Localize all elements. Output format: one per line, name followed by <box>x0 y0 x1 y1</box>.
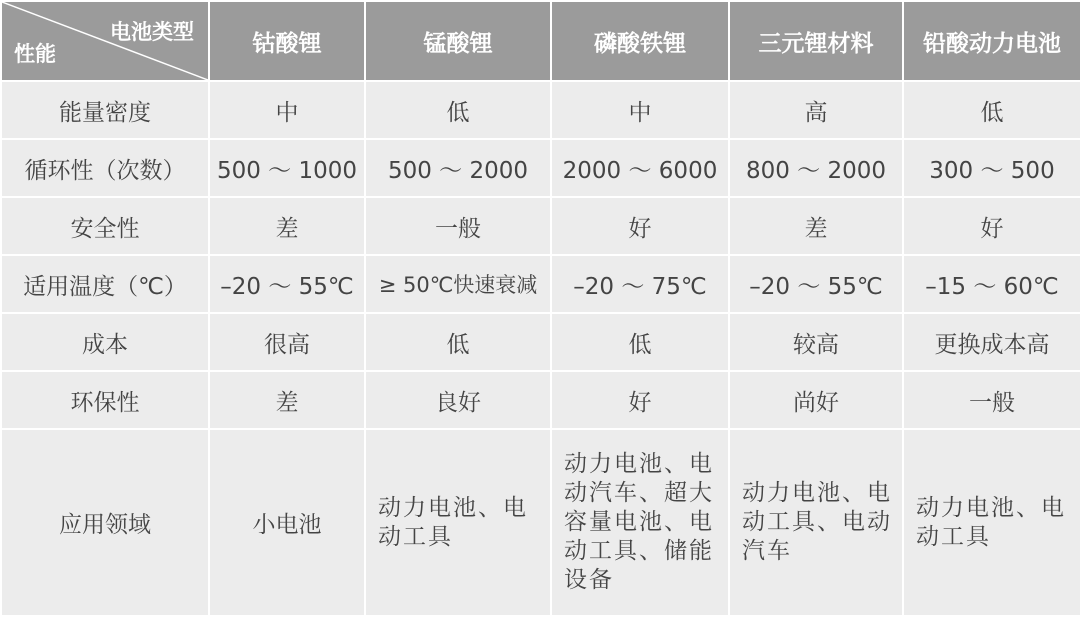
table-cell: 低 <box>903 81 1080 139</box>
table-row-environmental <box>1 371 1080 429</box>
table-cell: 一般 <box>903 371 1080 429</box>
table-cell: 500 ～ 1000 <box>209 139 365 197</box>
row-label: 成本 <box>1 313 209 371</box>
corner-label-battery-type: 电池类型 <box>110 20 194 44</box>
row-label: 环保性 <box>1 371 209 429</box>
corner-header-cell <box>1 1 209 81</box>
column-header-ncm: 三元锂材料 <box>729 1 903 81</box>
table-cell: 较高 <box>729 313 903 371</box>
table-cell: 一般 <box>365 197 551 255</box>
table-cell: 小电池 <box>209 429 365 616</box>
column-header-lfp: 磷酸铁锂 <box>551 1 729 81</box>
row-label: 适用温度（℃） <box>1 255 209 313</box>
table-cell: 低 <box>365 81 551 139</box>
table-cell: 动力电池、电动汽车、超大容量电池、电动工具、储能设备 <box>551 429 729 616</box>
column-header-lmo: 锰酸锂 <box>365 1 551 81</box>
table-row-application <box>1 429 1080 616</box>
column-header-lead-acid: 铅酸动力电池 <box>903 1 1080 81</box>
row-label: 能量密度 <box>1 81 209 139</box>
table-cell: –15 ～ 60℃ <box>903 255 1080 313</box>
table-cell: 好 <box>551 371 729 429</box>
table-cell: 好 <box>551 197 729 255</box>
table-cell: 好 <box>903 197 1080 255</box>
column-header-lco: 钴酸锂 <box>209 1 365 81</box>
table-cell: 更换成本高 <box>903 313 1080 371</box>
table-cell: 尚好 <box>729 371 903 429</box>
table-cell: 动力电池、电动工具 <box>365 429 551 616</box>
table-cell: 500 ～ 2000 <box>365 139 551 197</box>
table-row-cost <box>1 313 1080 371</box>
header-row <box>1 1 1080 81</box>
table-cell: 差 <box>209 371 365 429</box>
table-cell: 差 <box>729 197 903 255</box>
table-cell: 差 <box>209 197 365 255</box>
table-cell: –20 ～ 55℃ <box>209 255 365 313</box>
table-cell: –20 ～ 55℃ <box>729 255 903 313</box>
table-row-cycle-life <box>1 139 1080 197</box>
table-cell: 高 <box>729 81 903 139</box>
corner-label-performance: 性能 <box>14 42 56 66</box>
table-cell: 良好 <box>365 371 551 429</box>
table-cell: 300 ～ 500 <box>903 139 1080 197</box>
table-cell: 800 ～ 2000 <box>729 139 903 197</box>
table-cell: –20 ～ 75℃ <box>551 255 729 313</box>
table-row-safety <box>1 197 1080 255</box>
table-cell: 动力电池、电动工具 <box>903 429 1080 616</box>
row-label: 应用领域 <box>1 429 209 616</box>
table-row-energy-density <box>1 81 1080 139</box>
table-cell: 中 <box>209 81 365 139</box>
table-cell: 低 <box>551 313 729 371</box>
table-row-temperature <box>1 255 1080 313</box>
table-cell: 很高 <box>209 313 365 371</box>
table-cell: ≥ 50℃快速衰减 <box>365 255 551 313</box>
table-cell: 低 <box>365 313 551 371</box>
row-label: 安全性 <box>1 197 209 255</box>
table-cell: 中 <box>551 81 729 139</box>
table-cell: 2000 ～ 6000 <box>551 139 729 197</box>
row-label: 循环性（次数） <box>1 139 209 197</box>
table-cell: 动力电池、电动工具、电动汽车 <box>729 429 903 616</box>
